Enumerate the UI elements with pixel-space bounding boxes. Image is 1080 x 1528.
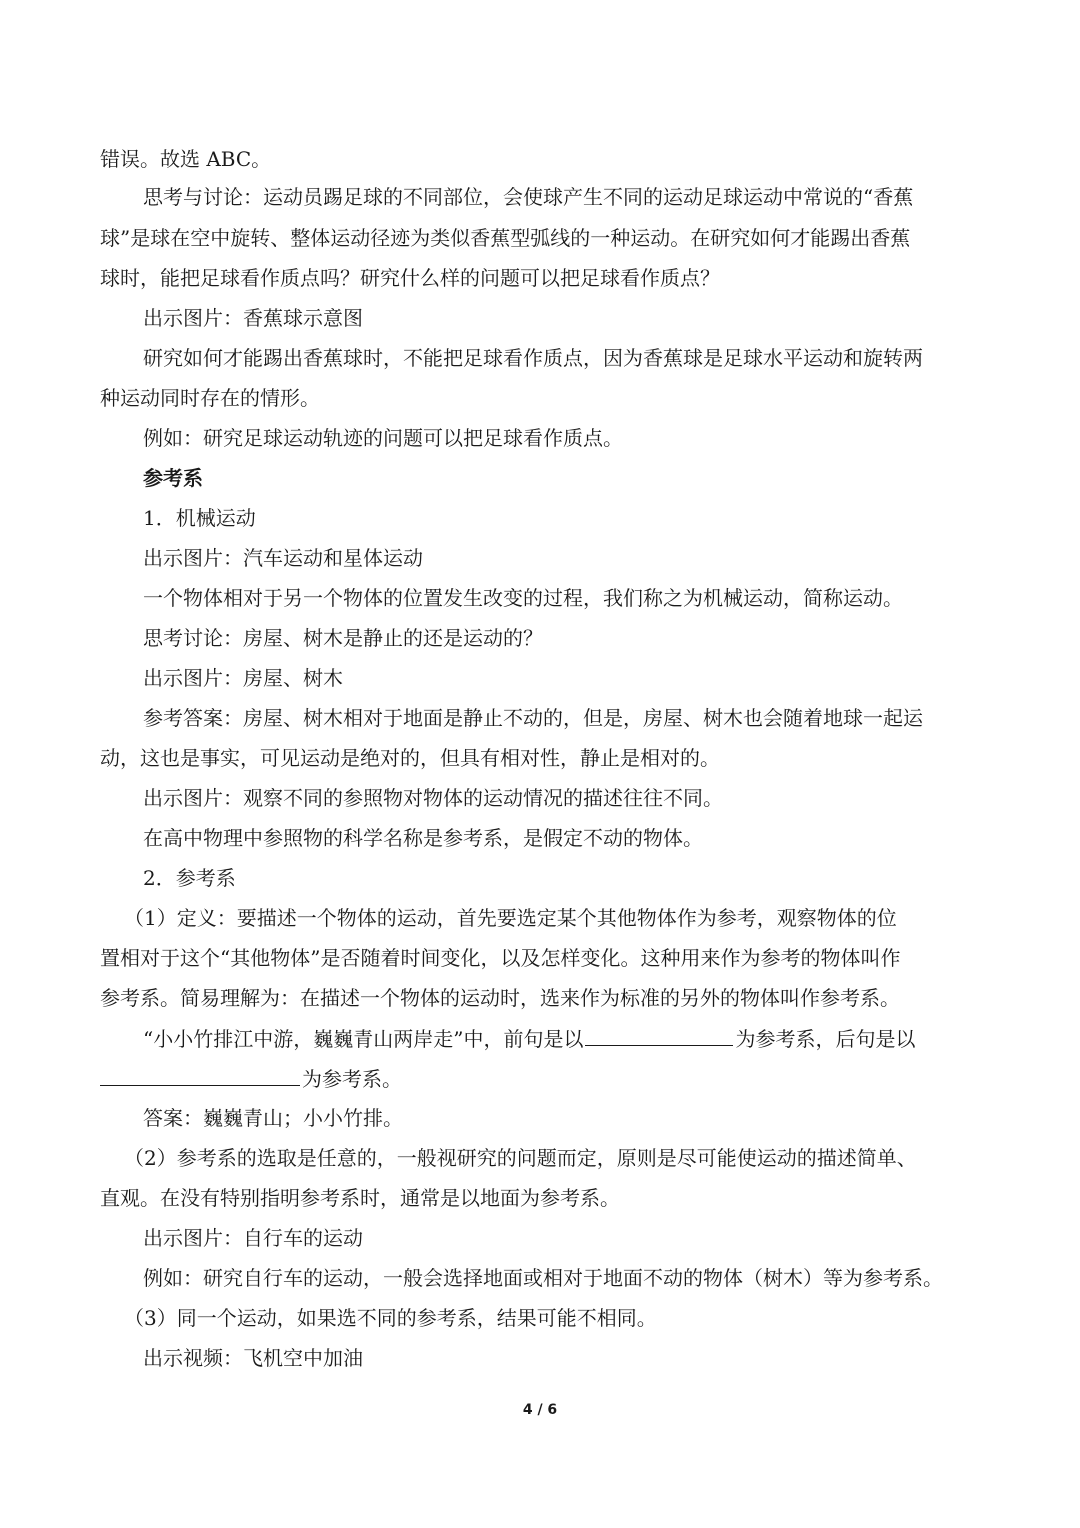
text-line: 错误。故选 ABC。 [100,147,272,171]
text-line: 出示图片：自行车的运动 [143,1226,363,1250]
text-line: 例如：研究足球运动轨迹的问题可以把足球看作质点。 [143,426,623,450]
text-line: 研究如何才能踢出香蕉球时，不能把足球看作质点，因为香蕉球是足球水平运动和旋转两 [143,346,923,370]
subsection-heading: 2．参考系 [143,866,236,890]
page-number: 4 / 6 [522,1402,558,1418]
text-line: 出示图片：观察不同的参照物对物体的运动情况的描述往往不同。 [143,786,723,810]
text-line: （2）参考系的选取是任意的，一般视研究的问题而定，原则是尽可能使运动的描述简单、 [124,1146,917,1170]
text-line: 参考系。简易理解为：在描述一个物体的运动时，选来作为标准的另外的物体叫作参考系。 [100,986,900,1010]
text-line: 球”是球在空中旋转、整体运动径迹为类似香蕉型弧线的一种运动。在研究如何才能踢出香蕉 [100,226,911,250]
text-line: 出示图片：香蕉球示意图 [143,306,363,330]
question-text-part2: 为参考系，后句是以 [735,1027,916,1051]
text-line: 参考答案：房屋、树木相对于地面是静止不动的，但是，房屋、树木也会随着地球一起运 [143,706,923,730]
question-text-part3: 为参考系。 [302,1067,402,1091]
text-line: 一个物体相对于另一个物体的位置发生改变的过程，我们称之为机械运动，简称运动。 [143,586,903,610]
text-line: 置相对于这个“其他物体”是否随着时间变化，以及怎样变化。这种用来作为参考的物体叫作 [100,946,901,970]
text-line: （1）定义：要描述一个物体的运动，首先要选定某个其他物体作为参考，观察物体的位 [124,906,897,930]
text-line: 出示图片：房屋、树木 [143,666,343,690]
subsection-heading: 1．机械运动 [143,506,256,530]
fill-in-question-continued [100,1065,990,1092]
text-line: 思考讨论：房屋、树木是静止的还是运动的？ [143,626,543,650]
answer-blank-1[interactable] [585,1025,733,1046]
text-line: 答案：巍巍青山；小小竹排。 [143,1106,403,1130]
text-line: 出示图片：汽车运动和星体运动 [143,546,423,570]
text-line: 例如：研究自行车的运动，一般会选择地面或相对于地面不动的物体（树木）等为参考系。 [143,1266,943,1290]
fill-in-question [143,1025,990,1052]
text-line: 种运动同时存在的情形。 [100,386,320,410]
text-line: 在高中物理中参照物的科学名称是参考系，是假定不动的物体。 [143,826,703,850]
section-heading: 参考系 [143,466,203,490]
text-line: 思考与讨论：运动员踢足球的不同部位，会使球产生不同的运动足球运动中常说的“香蕉 [143,185,914,209]
text-line: （3）同一个运动，如果选不同的参考系，结果可能不相同。 [124,1306,657,1330]
answer-blank-2[interactable] [100,1065,300,1086]
text-line: 动，这也是事实，可见运动是绝对的，但具有相对性，静止是相对的。 [100,746,720,770]
text-line: 出示视频：飞机空中加油 [143,1346,363,1370]
question-text-part1: “小小竹排江中游，巍巍青山两岸走”中，前句是以 [143,1027,584,1051]
text-line: 直观。在没有特别指明参考系时，通常是以地面为参考系。 [100,1186,620,1210]
text-line: 球时，能把足球看作质点吗？研究什么样的问题可以把足球看作质点？ [100,266,720,290]
